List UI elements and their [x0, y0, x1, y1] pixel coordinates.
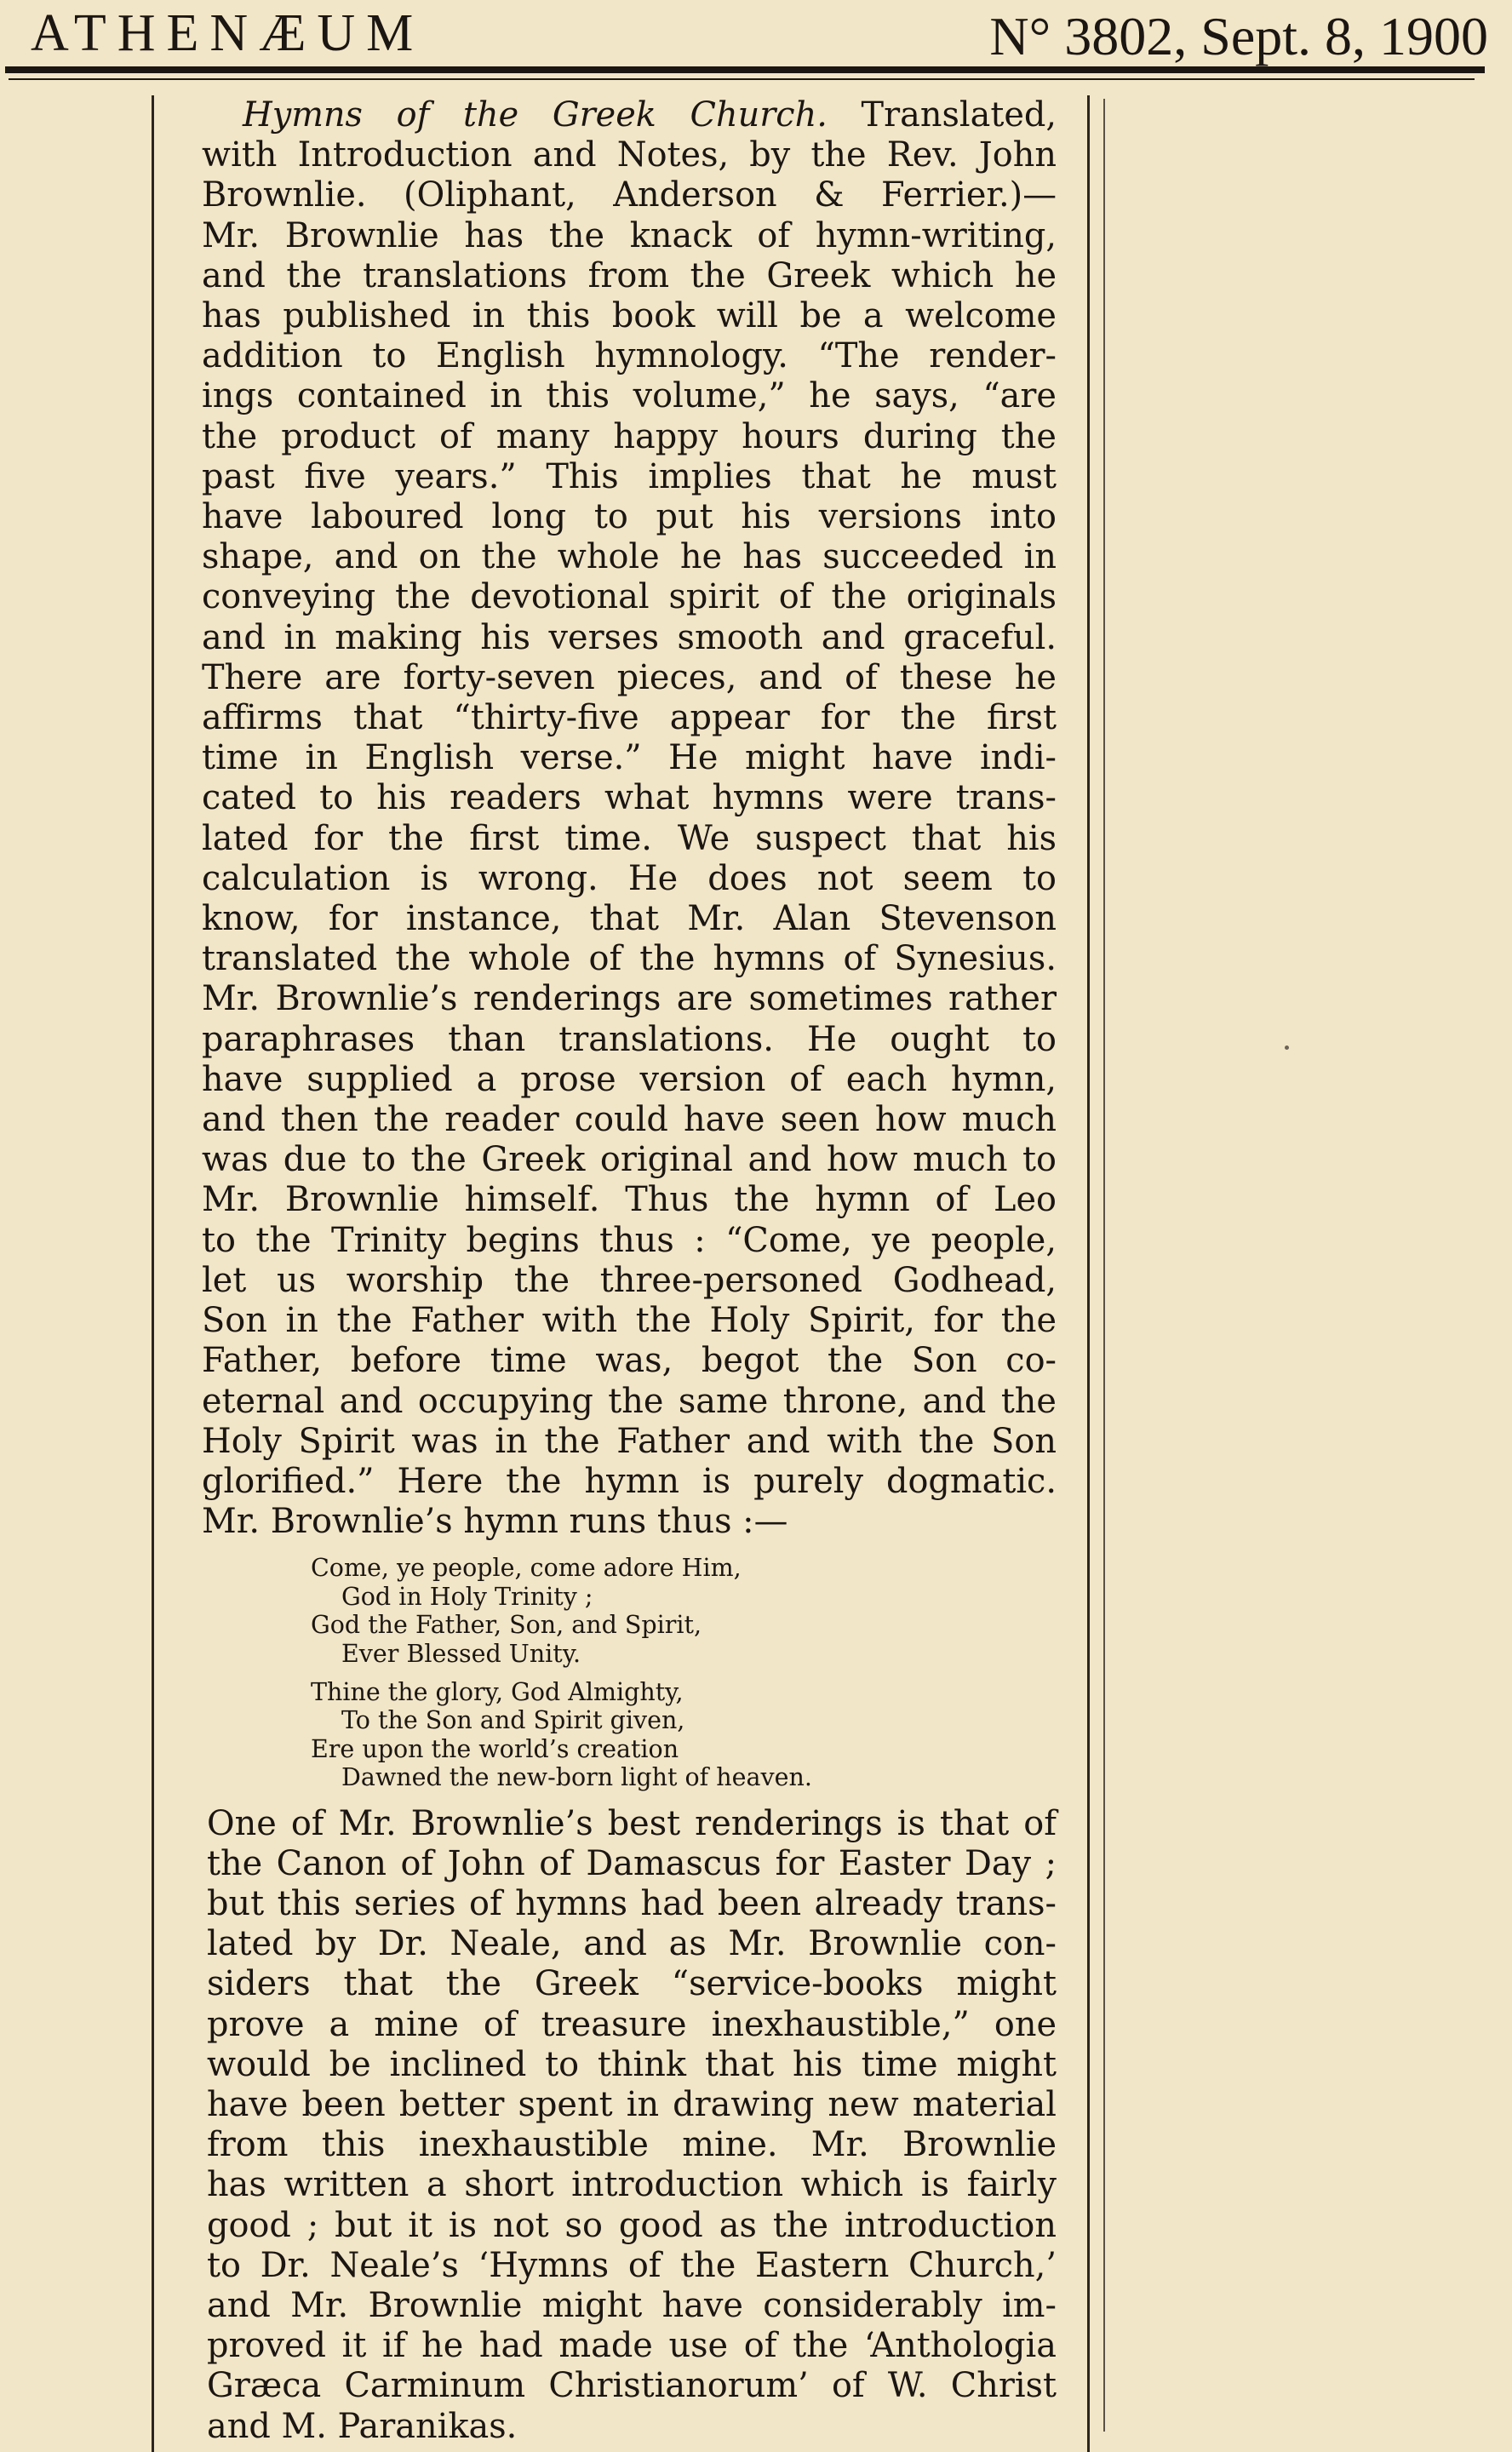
text-line: glorified.” Here the hymn is purely dogmatic. [202, 1461, 1057, 1501]
text-line: Græca Carminum Christianorum’ of W. Christ [207, 2366, 1057, 2406]
verse-line: To the Son and Spirit given, [341, 1706, 685, 1735]
text-line: know, for instance, that Mr. Alan Stevenson [202, 899, 1057, 939]
text-line: lated by Dr. Neale, and as Mr. Brownlie con- [207, 1924, 1057, 1964]
text-line: Mr. Brownlie himself. Thus the hymn of Leo [202, 1180, 1057, 1220]
text-line: prove a mine of treasure inexhaustible,” one [207, 2004, 1057, 2044]
hymn-stanza-1 [202, 1554, 1057, 1668]
text-line: Hymns of the Greek Church. Translated, [243, 95, 1057, 135]
journal-title: ATHENÆUM [31, 4, 425, 62]
text-line: has written a short introduction which is fairly [207, 2165, 1057, 2205]
book-title: Hymns of the Greek Church. [243, 95, 828, 135]
text-line: and Mr. Brownlie might have considerably im- [207, 2286, 1057, 2325]
text-line: and in making his verses smooth and graceful. [202, 617, 1057, 657]
text-line: Mr. Brownlie’s renderings are sometimes rather [202, 979, 1057, 1019]
review-paragraph-2 [202, 1804, 1057, 2447]
article-text [202, 95, 1057, 2447]
text-line: addition to English hymnology. “The render- [202, 336, 1057, 376]
text-line: have supplied a prose version of each hymn, [202, 1059, 1057, 1099]
article-column [152, 95, 1090, 2452]
text-line: and then the reader could have seen how much [202, 1100, 1057, 1140]
masthead-rule-thick [5, 66, 1485, 73]
text-line: calculation is wrong. He does not seem to [202, 858, 1057, 898]
text-line: but this series of hymns had been already trans- [207, 1883, 1057, 1923]
text-line: affirms that “thirty-five appear for the first [202, 698, 1057, 738]
verse-line: God the Father, Son, and Spirit, [311, 1611, 702, 1640]
text-line: Father, before time was, begot the Son co- [202, 1341, 1057, 1381]
text-line: Son in the Father with the Holy Spirit, for the [202, 1301, 1057, 1341]
paper-speck [1285, 1046, 1289, 1050]
text-line: and M. Paranikas. [207, 2406, 518, 2446]
text-line: paraphrases than translations. He ought to [202, 1019, 1057, 1059]
text-line: and the translations from the Greek which he [202, 255, 1057, 295]
text-line: to the Trinity begins thus : “Come, ye people, [202, 1220, 1057, 1260]
text-line: One of Mr. Brownlie’s best renderings is that of [207, 1803, 1057, 1843]
text-line: have laboured long to put his versions into [202, 497, 1057, 537]
masthead-rule-thin [9, 78, 1475, 80]
text-line: translated the whole of the hymns of Synesius. [202, 939, 1057, 979]
column-divider [1103, 99, 1105, 2432]
text-line: proved it if he had made use of the ‘Anthologia [207, 2326, 1057, 2366]
text-line: time in English verse.” He might have indi- [202, 738, 1057, 778]
text-line: with Introduction and Notes, by the Rev. John [202, 135, 1057, 175]
verse-line: God in Holy Trinity ; [341, 1582, 593, 1611]
text-line: Holy Spirit was in the Father and with the Son [202, 1421, 1057, 1461]
text-line: was due to the Greek original and how much to [202, 1140, 1057, 1180]
text-line: good ; but it is not so good as the introduction [207, 2205, 1057, 2245]
text-line: shape, and on the whole he has succeeded in [202, 537, 1057, 577]
hymn-quotation [202, 1554, 1057, 1791]
text-line: have been better spent in drawing new material [207, 2084, 1057, 2124]
verse-line: Dawned the new-born light of heaven. [341, 1763, 812, 1792]
verse-line: Ere upon the world’s creation [311, 1734, 679, 1763]
masthead [0, 0, 1512, 95]
verse-line: Come, ye people, come adore Him, [311, 1554, 742, 1583]
review-paragraph [202, 95, 1057, 1542]
text-line: the Canon of John of Damascus for Easter Day ; [207, 1843, 1057, 1883]
text-line: to Dr. Neale’s ‘Hymns of the Eastern Church,’ [207, 2245, 1057, 2285]
text-line: conveying the devotional spirit of the originals [202, 577, 1057, 617]
text-line: cated to his readers what hymns were trans- [202, 778, 1057, 818]
text-line: Brownlie. (Oliphant, Anderson & Ferrier.)— [202, 175, 1057, 215]
text-line: the product of many happy hours during the [202, 416, 1057, 456]
text-line: lated for the first time. We suspect that his [202, 818, 1057, 858]
text-line: eternal and occupying the same throne, and the [202, 1381, 1057, 1421]
text-line: would be inclined to think that his time might [207, 2044, 1057, 2084]
verse-line: Thine the glory, God Almighty, [311, 1677, 684, 1706]
verse-line: Ever Blessed Unity. [341, 1639, 581, 1668]
text-line: Mr. Brownlie’s hymn runs thus :— [202, 1502, 788, 1542]
text-line: Mr. Brownlie has the knack of hymn-writing, [202, 215, 1057, 255]
text-line: has published in this book will be a welcome [202, 296, 1057, 336]
issue-info: N° 3802, Sept. 8, 1900 [989, 6, 1488, 66]
text-line: from this inexhaustible mine. Mr. Brownlie [207, 2125, 1057, 2165]
text-line: siders that the Greek “service-books might [207, 1964, 1057, 2004]
text-line: There are forty-seven pieces, and of these he [202, 657, 1057, 697]
text-line: past five years.” This implies that he must [202, 456, 1057, 496]
hymn-stanza-2 [202, 1678, 1057, 1792]
text-line: ings contained in this volume,” he says, “are [202, 376, 1057, 416]
text-line: let us worship the three-personed Godhead, [202, 1260, 1057, 1300]
